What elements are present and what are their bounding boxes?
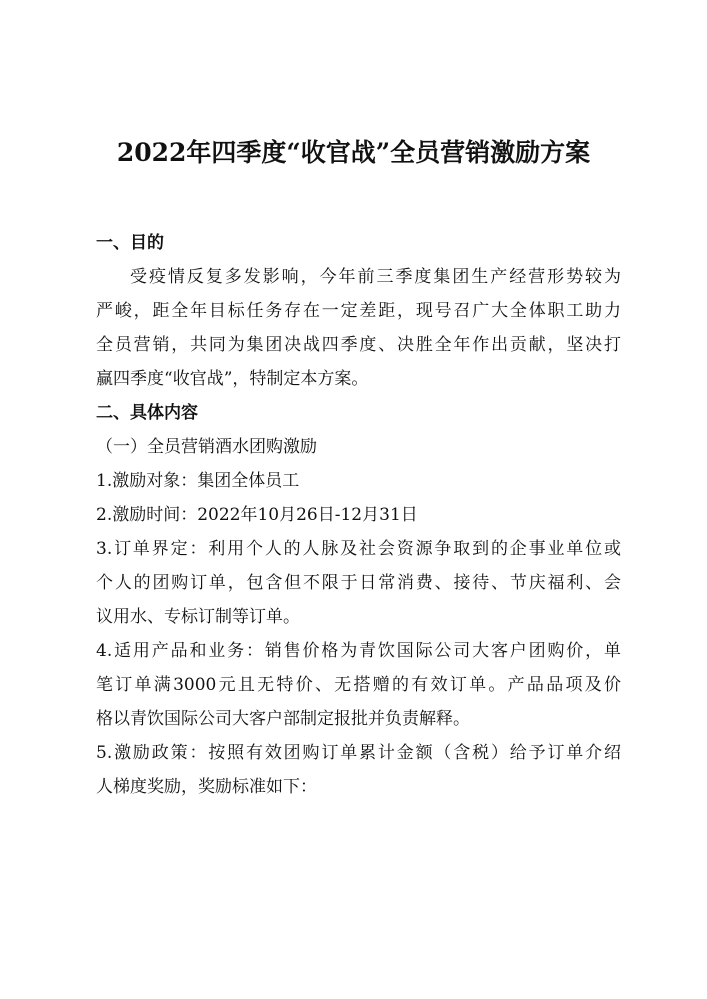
section-heading-content: 二、具体内容 [96, 403, 198, 423]
list-item-continuation: 格以青饮国际公司大客户部制定报批并负责解释。 [96, 709, 470, 729]
section-heading-purpose: 一、目的 [96, 233, 164, 253]
document-title: 2022年四季度“收官战”全员营销激励方案 [116, 138, 591, 167]
document-body [96, 226, 621, 804]
paragraph-line: 严峻，距全年目标任务存在一定差距，现号召广大全体职工助力 [96, 301, 621, 321]
paragraph-line: 全员营销，共同为集团决战四季度、决胜全年作出贡献，坚决打 [96, 335, 621, 355]
list-item: 3.订单界定：利用个人的人脉及社会资源争取到的企事业单位或 [96, 539, 621, 559]
list-item: 4.适用产品和业务：销售价格为青饮国际公司大客户团购价，单 [96, 641, 621, 661]
list-item-continuation: 人梯度奖励，奖励标准如下： [96, 777, 317, 797]
list-item: 5.激励政策：按照有效团购订单累计金额（含税）给予订单介绍 [96, 743, 621, 763]
list-item: 1.激励对象：集团全体员工 [96, 471, 300, 491]
list-item: 2.激励时间：2022年10月26日-12月31日 [96, 505, 418, 525]
list-item-continuation: 个人的团购订单，包含但不限于日常消费、接待、节庆福利、会 [96, 573, 621, 593]
paragraph-line: 受疫情反复多发影响，今年前三季度集团生产经营形势较为 [130, 267, 621, 287]
subsection-heading: （一）全员营销酒水团购激励 [96, 437, 317, 457]
paragraph-line: 赢四季度“收官战”，特制定本方案。 [96, 369, 369, 389]
list-item-continuation: 笔订单满3000元且无特价、无搭赠的有效订单。产品品项及价 [96, 675, 621, 695]
list-item-continuation: 议用水、专标订制等订单。 [96, 607, 300, 627]
